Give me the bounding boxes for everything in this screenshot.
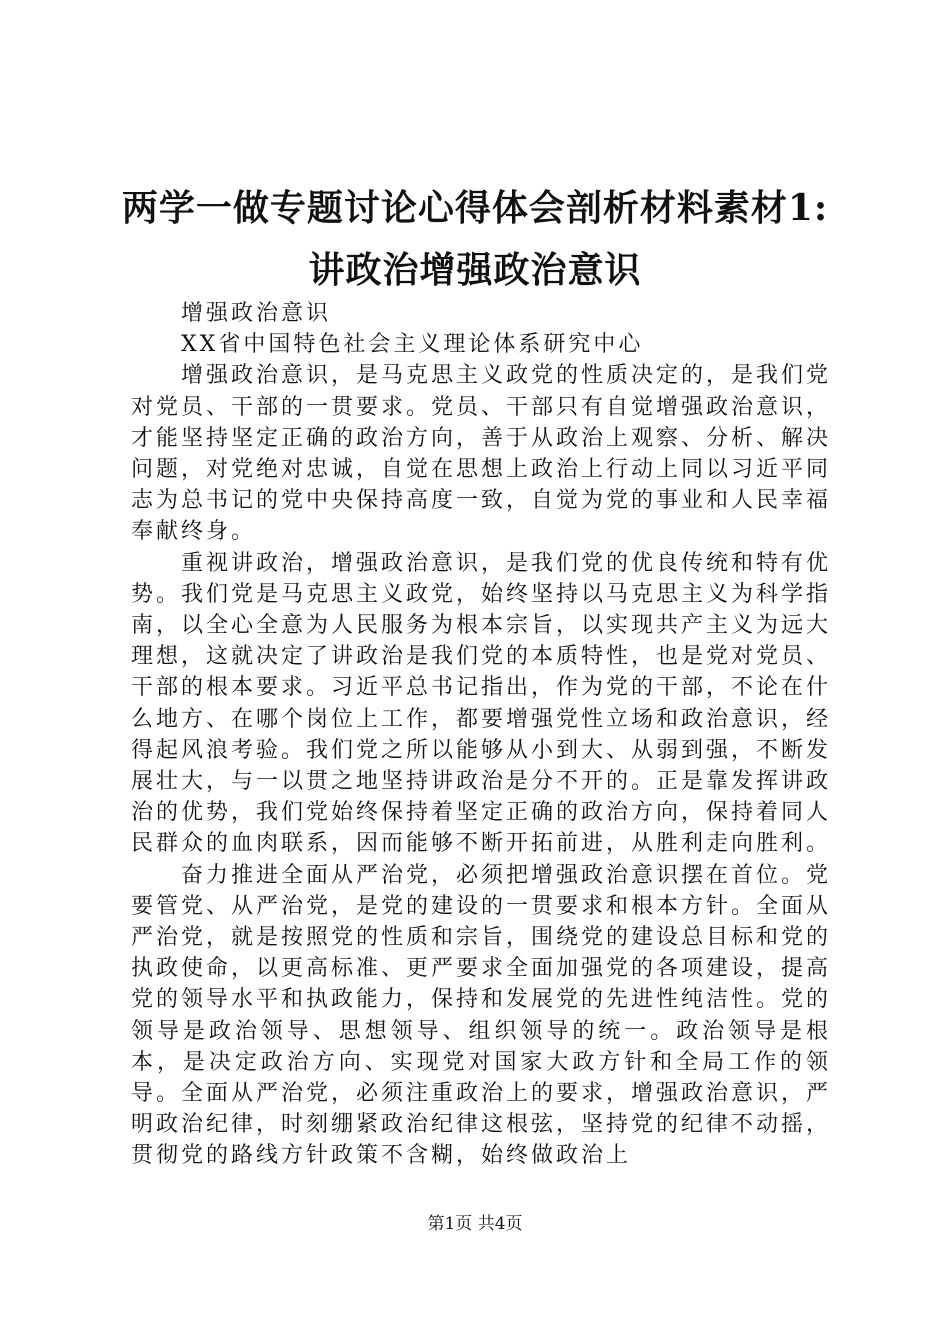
body-paragraph: 重视讲政治，增强政治意识，是我们党的优良传统和特有优势。我们党是马克思主义政党，始终坚持以马克思主义为科学指南，以全心全意为人民服务为根本宗旨，以实现共产主义为远大理想，这就决定了讲政治是我们党的本质特性，也是党对党员、干部的根本要求。习近平总书记指出，作为党的干部，不论在什么地方、在哪个岗位上工作，都要增强党性立场和政治意识，经得起风浪考验。我们党之所以能够从小到大、从弱到强，不断发展壮大，与一以贯之地坚持讲政治是分不开的。正是靠发挥讲政治的优势，我们党始终保持着坚定正确的政治方向，保持着同人民群众的血肉联系，因而能够不断开拓前进，从胜利走向胜利。 [131,550,832,857]
document-body [131,298,831,1172]
page-number-label: 第1页 共4页 [427,1214,523,1234]
document-title-line-1: 两学一做专题讨论心得体会剖析材料素材1: [121,187,829,229]
subtitle-paragraph: 增强政治意识 [181,301,332,326]
body-paragraph: 增强政治意识，是马克思主义政党的性质决定的，是我们党对党员、干部的一贯要求。党员、干部只有自觉增强政治意识，才能坚持坚定正确的政治方向，善于从政治上观察、分析、解决问题，对党绝对忠诚，自觉在思想上政治上行动上同以习近平同志为总书记的党中央保持高度一致，自觉为党的事业和人民幸福奉献终身。 [131,363,832,545]
body-paragraph: 奋力推进全面从严治党，必须把增强政治意识摆在首位。党要管党、从严治党，是党的建设的一贯要求和根本方针。全面从严治党，就是按照党的性质和宗旨，围绕党的建设总目标和党的执政使命，以更高标准、更严要求全面加强党的各项建设，提高党的领导水平和执政能力，保持和发展党的先进性纯洁性。党的领导是政治领导、思想领导、组织领导的统一。政治领导是根本，是决定政治方向、实现党对国家大政方针和全局工作的领导。全面从严治党，必须注重政治上的要求，增强政治意识，严明政治纪律，时刻绷紧政治纪律这根弦，坚持党的纪律不动摇，贯彻党的路线方针政策不含糊，始终做政治上 [131,862,832,1169]
page-footer [0,1213,950,1235]
author-paragraph: XX省中国特色社会主义理论体系研究中心 [181,332,644,358]
document-title-line-2: 讲政治增强政治意识 [308,249,642,291]
